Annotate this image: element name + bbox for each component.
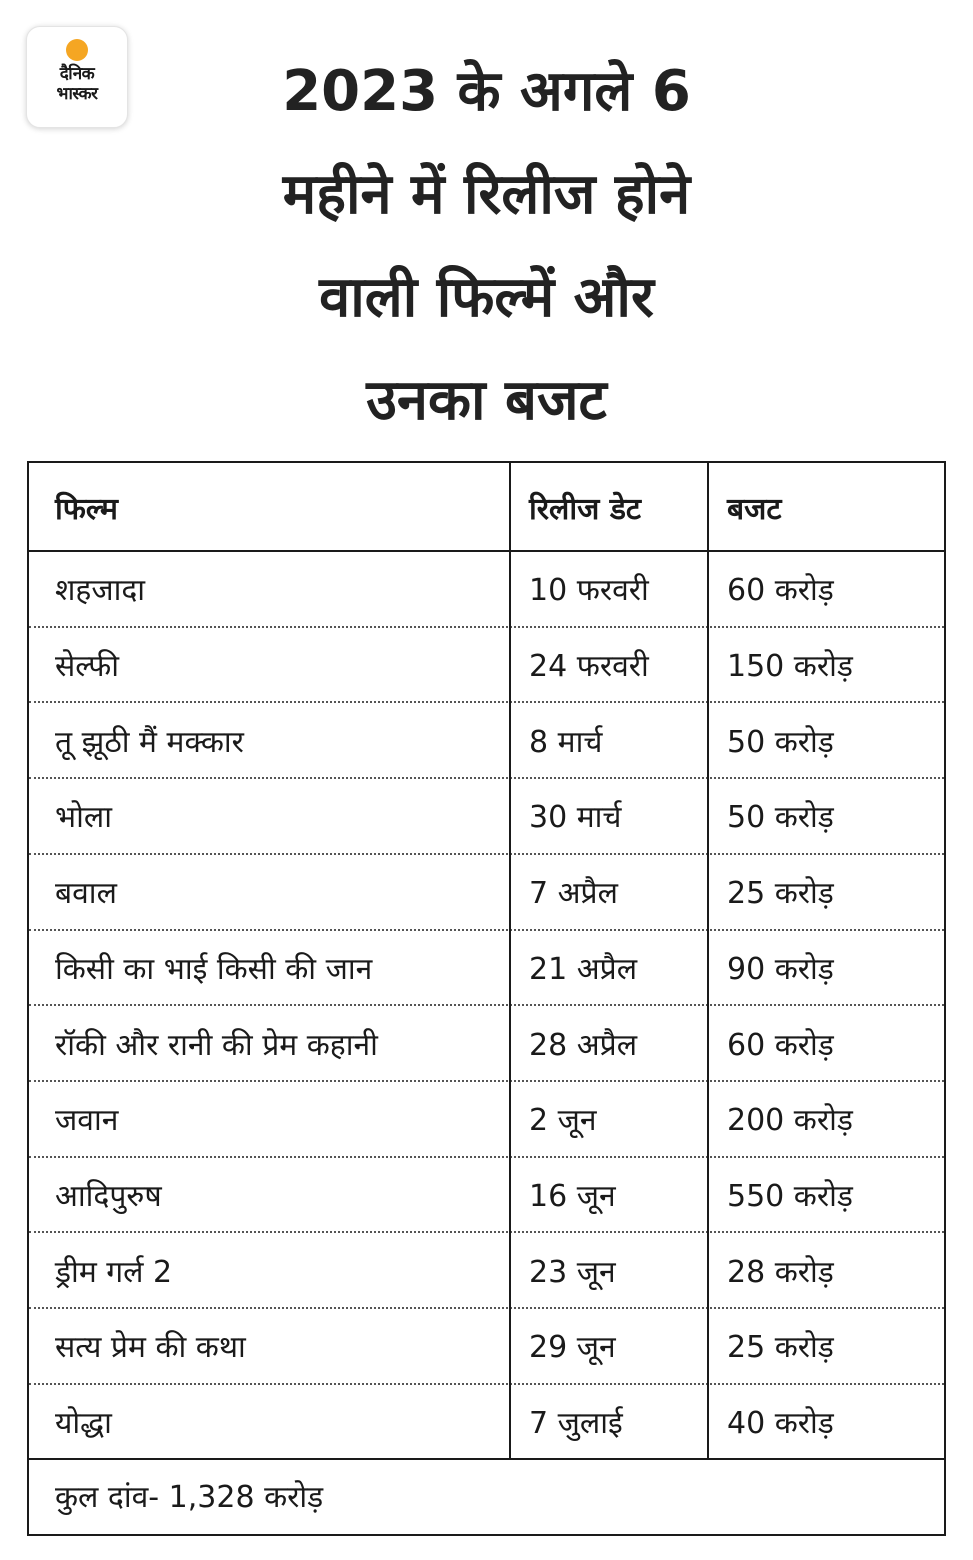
budget-cell: 90 करोड़ bbox=[727, 951, 834, 987]
release-date-cell: 23 जून bbox=[529, 1254, 616, 1290]
table-row bbox=[29, 1308, 944, 1384]
film-cell: ड्रीम गर्ल 2 bbox=[55, 1254, 173, 1290]
column-header: फिल्म bbox=[55, 491, 118, 527]
release-date-cell: 2 जून bbox=[529, 1103, 597, 1139]
film-cell: सेल्फी bbox=[55, 649, 120, 685]
table-footer-row bbox=[29, 1459, 944, 1531]
page-title bbox=[150, 40, 823, 452]
release-date-cell: 21 अप्रैल bbox=[529, 951, 638, 987]
budget-cell: 40 करोड़ bbox=[727, 1406, 834, 1442]
release-date-cell: 24 फरवरी bbox=[529, 649, 649, 685]
film-cell: आदिपुरुष bbox=[55, 1178, 162, 1214]
table-row bbox=[29, 854, 944, 930]
release-date-cell: 16 जून bbox=[529, 1178, 616, 1214]
release-date-cell: 30 मार्च bbox=[529, 800, 622, 836]
title-line: महीने में रिलीज होने bbox=[282, 162, 691, 227]
film-cell: बवाल bbox=[55, 876, 117, 912]
table-row bbox=[29, 930, 944, 1006]
film-cell: जवान bbox=[55, 1103, 119, 1139]
table-row bbox=[29, 1232, 944, 1308]
logo-line-1: दैनिक bbox=[59, 64, 95, 84]
budget-cell: 200 करोड़ bbox=[727, 1103, 853, 1139]
budget-cell: 60 करोड़ bbox=[727, 573, 834, 609]
table-row bbox=[29, 1157, 944, 1233]
release-date-cell: 7 जुलाई bbox=[529, 1406, 623, 1442]
table-row bbox=[29, 1384, 944, 1460]
film-cell: भोला bbox=[55, 800, 112, 836]
table-row bbox=[29, 627, 944, 703]
column-divider bbox=[707, 463, 709, 1459]
table-row bbox=[29, 1081, 944, 1157]
budget-cell: 60 करोड़ bbox=[727, 1027, 834, 1063]
film-cell: शहजादा bbox=[55, 573, 146, 609]
budget-cell: 150 करोड़ bbox=[727, 649, 853, 685]
column-header: रिलीज डेट bbox=[529, 491, 642, 527]
column-divider bbox=[509, 463, 511, 1459]
film-cell: तू झूठी मैं मक्कार bbox=[55, 724, 244, 760]
release-date-cell: 7 अप्रैल bbox=[529, 876, 618, 912]
film-cell: सत्य प्रेम की कथा bbox=[55, 1330, 246, 1366]
release-date-cell: 29 जून bbox=[529, 1330, 616, 1366]
title-line: वाली फिल्में और bbox=[319, 265, 654, 330]
dainik-bhaskar-logo bbox=[26, 26, 128, 128]
title-line: 2023 के अगले 6 bbox=[282, 59, 691, 124]
budget-cell: 28 करोड़ bbox=[727, 1254, 834, 1290]
sun-icon bbox=[66, 39, 88, 61]
table-row bbox=[29, 551, 944, 627]
film-cell: रॉकी और रानी की प्रेम कहानी bbox=[55, 1027, 378, 1063]
film-cell: किसी का भाई किसी की जान bbox=[55, 951, 373, 987]
release-date-cell: 28 अप्रैल bbox=[529, 1027, 638, 1063]
title-line: उनका बजट bbox=[366, 368, 607, 433]
budget-cell: 25 करोड़ bbox=[727, 876, 834, 912]
budget-cell: 50 करोड़ bbox=[727, 800, 834, 836]
table-header-row bbox=[29, 463, 944, 551]
total-stake: कुल दांव- 1,328 करोड़ bbox=[55, 1479, 324, 1515]
film-cell: योद्धा bbox=[55, 1406, 112, 1442]
budget-cell: 50 करोड़ bbox=[727, 724, 834, 760]
table-row bbox=[29, 702, 944, 778]
table-row bbox=[29, 778, 944, 854]
table-row bbox=[29, 1005, 944, 1081]
budget-cell: 550 करोड़ bbox=[727, 1178, 853, 1214]
films-table bbox=[27, 461, 946, 1536]
column-header: बजट bbox=[727, 491, 782, 527]
budget-cell: 25 करोड़ bbox=[727, 1330, 834, 1366]
release-date-cell: 10 फरवरी bbox=[529, 573, 649, 609]
logo-line-2: भास्कर bbox=[56, 84, 98, 104]
release-date-cell: 8 मार्च bbox=[529, 724, 603, 760]
